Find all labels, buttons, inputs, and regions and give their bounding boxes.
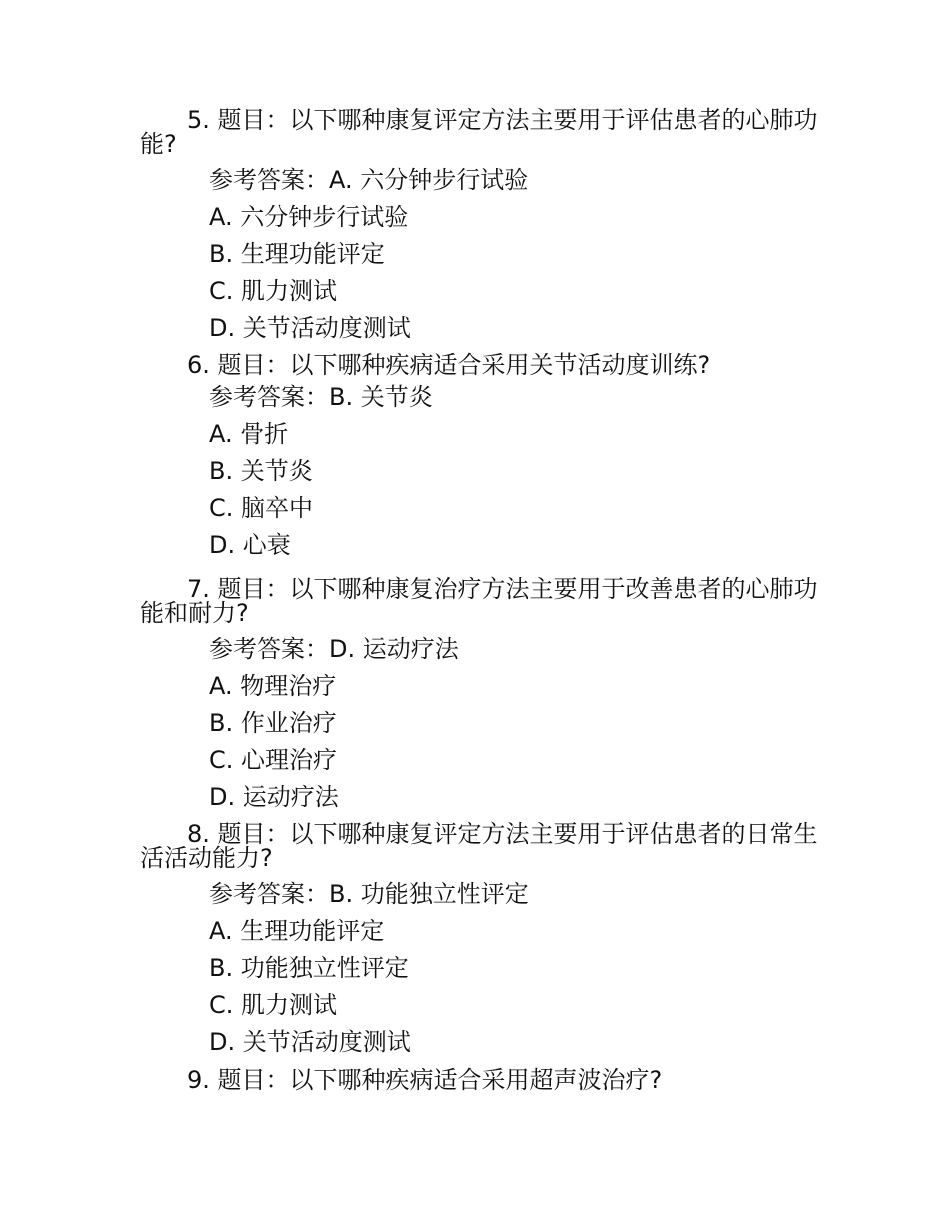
- question-9: [140, 1068, 820, 1092]
- question-title: 6. 题目：以下哪种疾病适合采用关节活动度训练?: [187, 351, 711, 379]
- option-d: D. 心衰: [209, 531, 291, 559]
- option-d: D. 关节活动度测试: [209, 1028, 411, 1056]
- option-d: D. 运动疗法: [209, 783, 339, 811]
- question-title: 8. 题目：以下哪种康复评定方法主要用于评估患者的日常生活活动能力?: [140, 820, 818, 872]
- option-c: C. 脑卒中: [209, 494, 314, 522]
- option-a: A. 骨折: [209, 420, 289, 448]
- question-title: 5. 题目：以下哪种康复评定方法主要用于评估患者的心肺功能?: [140, 106, 818, 158]
- reference-answer: 参考答案：A. 六分钟步行试验: [209, 166, 529, 194]
- option-c: C. 心理治疗: [209, 746, 338, 774]
- reference-answer: 参考答案：D. 运动疗法: [209, 635, 459, 663]
- question-title: 7. 题目：以下哪种康复治疗方法主要用于改善患者的心肺功能和耐力?: [140, 575, 818, 627]
- option-c: C. 肌力测试: [209, 277, 338, 305]
- option-a: A. 物理治疗: [209, 672, 337, 700]
- option-b: B. 功能独立性评定: [209, 954, 409, 982]
- option-b: B. 生理功能评定: [209, 240, 385, 268]
- option-b: B. 作业治疗: [209, 709, 337, 737]
- option-a: A. 生理功能评定: [209, 917, 385, 945]
- question-5: [140, 108, 820, 347]
- option-d: D. 关节活动度测试: [209, 314, 411, 342]
- option-c: C. 肌力测试: [209, 991, 338, 1019]
- question-8: [140, 822, 820, 1061]
- reference-answer: 参考答案：B. 关节炎: [209, 383, 433, 411]
- option-b: B. 关节炎: [209, 457, 313, 485]
- question-title: 9. 题目：以下哪种疾病适合采用超声波治疗?: [187, 1066, 663, 1094]
- question-6: [140, 353, 820, 564]
- option-a: A. 六分钟步行试验: [209, 203, 409, 231]
- question-7: [140, 577, 820, 816]
- reference-answer: 参考答案：B. 功能独立性评定: [209, 880, 529, 908]
